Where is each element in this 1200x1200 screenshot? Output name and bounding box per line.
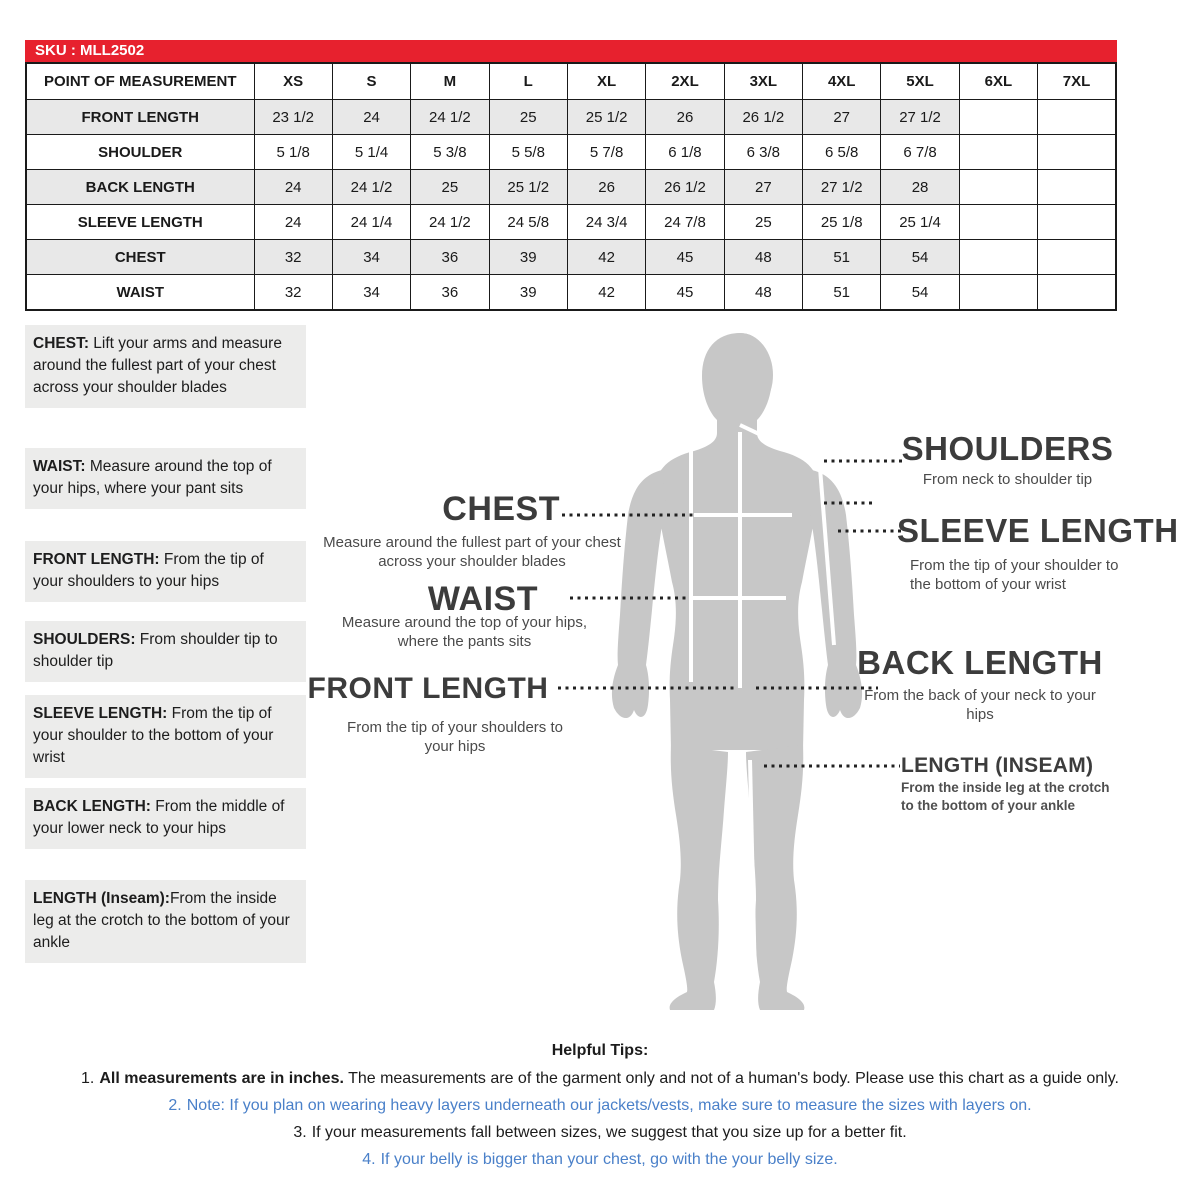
definition-text: Measure around the top of your hips, where your pant sits	[33, 458, 272, 497]
table-cell: 26	[646, 100, 724, 135]
row-label: BACK LENGTH	[26, 170, 254, 205]
table-cell: 26 1/2	[646, 170, 724, 205]
definition-shoulders	[25, 621, 306, 682]
col-header: 7XL	[1038, 63, 1116, 100]
table-cell: 25	[489, 100, 567, 135]
col-header: 4XL	[803, 63, 881, 100]
table-cell: 45	[646, 275, 724, 311]
definition-term: SLEEVE LENGTH:	[33, 705, 168, 722]
diagram-label-sleeve-length: SLEEVE LENGTH	[897, 512, 1179, 549]
diagram-desc-inseam: From the inside leg at the crotch to the bottom of your ankle	[901, 780, 1110, 813]
table-cell: 48	[724, 275, 802, 311]
table-cell: 24 3/4	[567, 205, 645, 240]
tip-number: 4.	[362, 1151, 376, 1168]
table-cell: 6 1/8	[646, 135, 724, 170]
diagram-label-back-length: BACK LENGTH	[857, 644, 1103, 681]
table-row	[26, 240, 1116, 275]
diagram-desc-back-length: From the back of your neck to your hips	[864, 687, 1096, 723]
diagram-desc-shoulders: From neck to shoulder tip	[922, 471, 1093, 488]
row-label: CHEST	[26, 240, 254, 275]
col-header: 6XL	[959, 63, 1037, 100]
table-cell: 36	[411, 275, 489, 311]
definition-term: SHOULDERS:	[33, 631, 136, 648]
table-cell: 51	[803, 275, 881, 311]
definition-term: LENGTH (Inseam):	[33, 890, 170, 907]
definition-text: From the inside leg at the crotch to the bottom of your ankle	[33, 890, 290, 951]
definition-term: CHEST:	[33, 335, 89, 352]
table-cell: 25 1/2	[489, 170, 567, 205]
table-row	[26, 205, 1116, 240]
table-cell: 27	[803, 100, 881, 135]
table-cell	[959, 100, 1037, 135]
tip-item-3	[0, 1124, 1200, 1141]
sku-bar	[25, 40, 1117, 62]
tip-text: If your belly is bigger than your chest, go with the your belly size.	[380, 1151, 838, 1168]
table-cell	[959, 135, 1037, 170]
male-silhouette	[612, 333, 862, 1010]
tip-text: Note: If you plan on wearing heavy layers underneath our jackets/vests, make sure to measure the sizes with layers on.	[186, 1097, 1032, 1114]
definition-inseam	[25, 880, 306, 963]
col-header: 2XL	[646, 63, 724, 100]
table-cell	[1038, 100, 1116, 135]
tip-item-2	[0, 1097, 1200, 1114]
table-cell: 5 1/4	[332, 135, 410, 170]
col-header: L	[489, 63, 567, 100]
table-row	[26, 275, 1116, 311]
table-cell: 39	[489, 275, 567, 311]
table-cell: 5 5/8	[489, 135, 567, 170]
table-cell: 48	[724, 240, 802, 275]
table-row	[26, 170, 1116, 205]
tips-heading: Helpful Tips:	[551, 1042, 649, 1059]
diagram-desc-chest: Measure around the fullest part of your chest across your shoulder blades	[323, 534, 621, 570]
tip-item-4	[0, 1151, 1200, 1168]
table-cell: 54	[881, 275, 959, 311]
table-cell	[1038, 170, 1116, 205]
table-cell: 24 1/2	[411, 100, 489, 135]
definition-text: From shoulder tip to shoulder tip	[33, 631, 278, 670]
table-cell	[1038, 240, 1116, 275]
table-cell	[959, 275, 1037, 311]
definition-text: Lift your arms and measure around the fullest part of your chest across your shoulder blades	[33, 335, 282, 396]
diagram-label-inseam: LENGTH (INSEAM)	[901, 754, 1094, 777]
diagram-desc-waist: Measure around the top of your hips, where the pants sits	[341, 614, 588, 650]
tip-bold-text: All measurements are in inches.	[99, 1070, 344, 1087]
definition-waist	[25, 448, 306, 509]
table-cell: 6 5/8	[803, 135, 881, 170]
tip-number: 1.	[81, 1070, 95, 1087]
table-cell: 34	[332, 240, 410, 275]
table-cell: 5 7/8	[567, 135, 645, 170]
table-cell	[1038, 205, 1116, 240]
helpful-tips	[0, 1042, 1200, 1178]
definition-front-length	[25, 541, 306, 602]
tip-text: The measurements are of the garment only and not of a human's body. Please use this chart as a guide only.	[343, 1070, 1119, 1087]
definition-term: WAIST:	[33, 458, 86, 475]
col-header: 5XL	[881, 63, 959, 100]
table-cell: 45	[646, 240, 724, 275]
table-cell: 34	[332, 275, 410, 311]
table-cell: 24 7/8	[646, 205, 724, 240]
table-cell: 54	[881, 240, 959, 275]
table-cell: 23 1/2	[254, 100, 332, 135]
table-cell: 24 1/2	[332, 170, 410, 205]
table-cell: 42	[567, 240, 645, 275]
table-cell	[1038, 135, 1116, 170]
table-cell: 32	[254, 275, 332, 311]
table-cell: 24 5/8	[489, 205, 567, 240]
tip-number: 2.	[168, 1097, 182, 1114]
table-cell: 24 1/2	[411, 205, 489, 240]
table-cell	[959, 240, 1037, 275]
col-header: 3XL	[724, 63, 802, 100]
definition-term: BACK LENGTH:	[33, 798, 151, 815]
size-table	[25, 62, 1117, 311]
diagram-desc-sleeve-length: From the tip of your shoulder to the bottom of your wrist	[910, 557, 1119, 593]
table-cell: 51	[803, 240, 881, 275]
diagram-label-waist: WAIST	[427, 580, 538, 618]
definition-chest	[25, 325, 306, 408]
diagram-label-chest: CHEST	[442, 490, 560, 528]
row-label: SHOULDER	[26, 135, 254, 170]
row-label: WAIST	[26, 275, 254, 311]
table-cell: 6 3/8	[724, 135, 802, 170]
table-cell: 42	[567, 275, 645, 311]
table-cell	[1038, 275, 1116, 311]
diagram-label-front-length: FRONT LENGTH	[307, 672, 549, 705]
tip-number: 3.	[293, 1124, 307, 1141]
definition-sleeve-length	[25, 695, 306, 778]
table-cell: 26 1/2	[724, 100, 802, 135]
table-cell	[959, 170, 1037, 205]
table-cell: 6 7/8	[881, 135, 959, 170]
col-header: POINT OF MEASUREMENT	[26, 63, 254, 100]
table-cell: 25 1/8	[803, 205, 881, 240]
table-cell: 5 3/8	[411, 135, 489, 170]
table-row	[26, 100, 1116, 135]
row-label: SLEEVE LENGTH	[26, 205, 254, 240]
table-cell: 28	[881, 170, 959, 205]
row-label: FRONT LENGTH	[26, 100, 254, 135]
table-cell: 25	[411, 170, 489, 205]
table-row	[26, 135, 1116, 170]
table-cell: 25	[724, 205, 802, 240]
table-cell: 25 1/2	[567, 100, 645, 135]
definition-text: From the tip of your shoulder to the bottom of your wrist	[33, 705, 274, 766]
definition-text: From the middle of your lower neck to your hips	[33, 798, 285, 837]
col-header: S	[332, 63, 410, 100]
table-header-row	[26, 63, 1116, 100]
table-cell: 5 1/8	[254, 135, 332, 170]
table-cell: 24 1/4	[332, 205, 410, 240]
table-cell: 36	[411, 240, 489, 275]
definition-back-length	[25, 788, 306, 849]
table-cell	[959, 205, 1037, 240]
definition-text: From the tip of your shoulders to your hips	[33, 551, 264, 590]
table-cell: 27 1/2	[803, 170, 881, 205]
table-cell: 27	[724, 170, 802, 205]
table-cell: 25 1/4	[881, 205, 959, 240]
definition-term: FRONT LENGTH:	[33, 551, 160, 568]
sku-label: SKU : MLL2502	[35, 42, 145, 59]
table-cell: 26	[567, 170, 645, 205]
col-header: M	[411, 63, 489, 100]
tip-item-1	[0, 1070, 1200, 1087]
col-header: XL	[567, 63, 645, 100]
table-cell: 39	[489, 240, 567, 275]
diagram-desc-front-length: From the tip of your shoulders to your hips	[347, 719, 563, 755]
tip-text: If your measurements fall between sizes, we suggest that you size up for a better fit.	[311, 1124, 907, 1141]
table-cell: 32	[254, 240, 332, 275]
table-cell: 24	[332, 100, 410, 135]
table-cell: 27 1/2	[881, 100, 959, 135]
table-cell: 24	[254, 170, 332, 205]
diagram-label-shoulders: SHOULDERS	[901, 430, 1114, 467]
col-header: XS	[254, 63, 332, 100]
table-cell: 24	[254, 205, 332, 240]
